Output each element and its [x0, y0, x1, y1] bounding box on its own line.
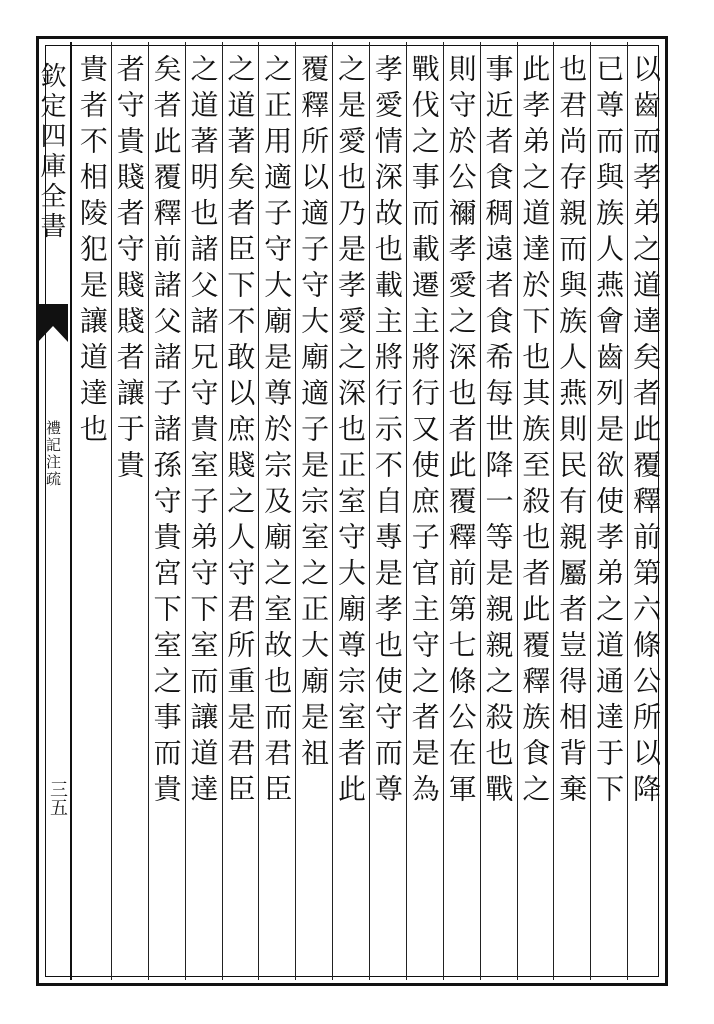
column-rule: [111, 42, 112, 980]
text-column: 之是愛也乃是孝愛之深也正室守大廟尊宗室者此: [334, 54, 367, 810]
gutter-divider: [70, 42, 72, 980]
column-rule: [185, 42, 186, 980]
column-rule: [295, 42, 296, 980]
column-rule: [553, 42, 554, 980]
text-column: 貴者不相陵犯是讓道達也: [75, 54, 109, 450]
column-rule: [148, 42, 149, 980]
column-rule: [627, 42, 628, 980]
text-column: 已尊而與族人燕會齒列是欲使孝弟之道通達于下: [592, 54, 626, 810]
text-column: 者守貴賤者守賤賤者讓于貴: [112, 54, 146, 486]
column-rule: [222, 42, 223, 980]
volume-title: 禮記注疏: [44, 420, 62, 488]
page-number: 三五: [47, 780, 68, 816]
text-column: 此孝弟之道達於下也其族至殺也者此覆釋族食之: [518, 54, 552, 810]
book-title: 欽定四庫全書: [36, 62, 66, 242]
text-column: 之正用適子守大廟是尊於宗及廟之室故也而君臣: [260, 54, 294, 810]
text-column: 以齒而孝弟之道達矣者此覆釋前第六條公所以降: [629, 54, 662, 810]
column-rule: [332, 42, 333, 980]
text-column: 之道著明也諸父諸兄守貴室子弟守下室而讓道達: [186, 54, 220, 810]
text-column: 則守於公禰孝愛之深也者此覆釋前第七條公在軍: [444, 54, 478, 810]
column-rule: [480, 42, 481, 980]
text-column: 孝愛情深故也載主將行示不自專是孝也使守而尊: [370, 54, 404, 810]
text-column: 也君尚存親而與族人燕則民有親屬者豈得相背棄: [555, 54, 589, 810]
text-column: 矣者此覆釋前諸父諸子諸孫守貴宮下室之事而貴: [149, 54, 183, 810]
text-column: 戰伐之事而載遷主將行又使庶子官主守之者是為: [407, 54, 441, 810]
column-rule: [406, 42, 407, 980]
column-rule: [517, 42, 518, 980]
text-column: 覆釋所以適子守大廟適子是宗室之正大廟是祖: [297, 54, 331, 774]
column-rule: [258, 42, 259, 980]
text-column: 之道著矣者臣下不敢以庶賤之人守君所重是君臣: [223, 54, 257, 810]
text-column: 事近者食稠遠者食希每世降一等是親親之殺也戰: [481, 54, 515, 810]
column-rule: [369, 42, 370, 980]
fishtail-mark-icon: [36, 300, 70, 346]
column-rule: [443, 42, 444, 980]
column-rule: [590, 42, 591, 980]
